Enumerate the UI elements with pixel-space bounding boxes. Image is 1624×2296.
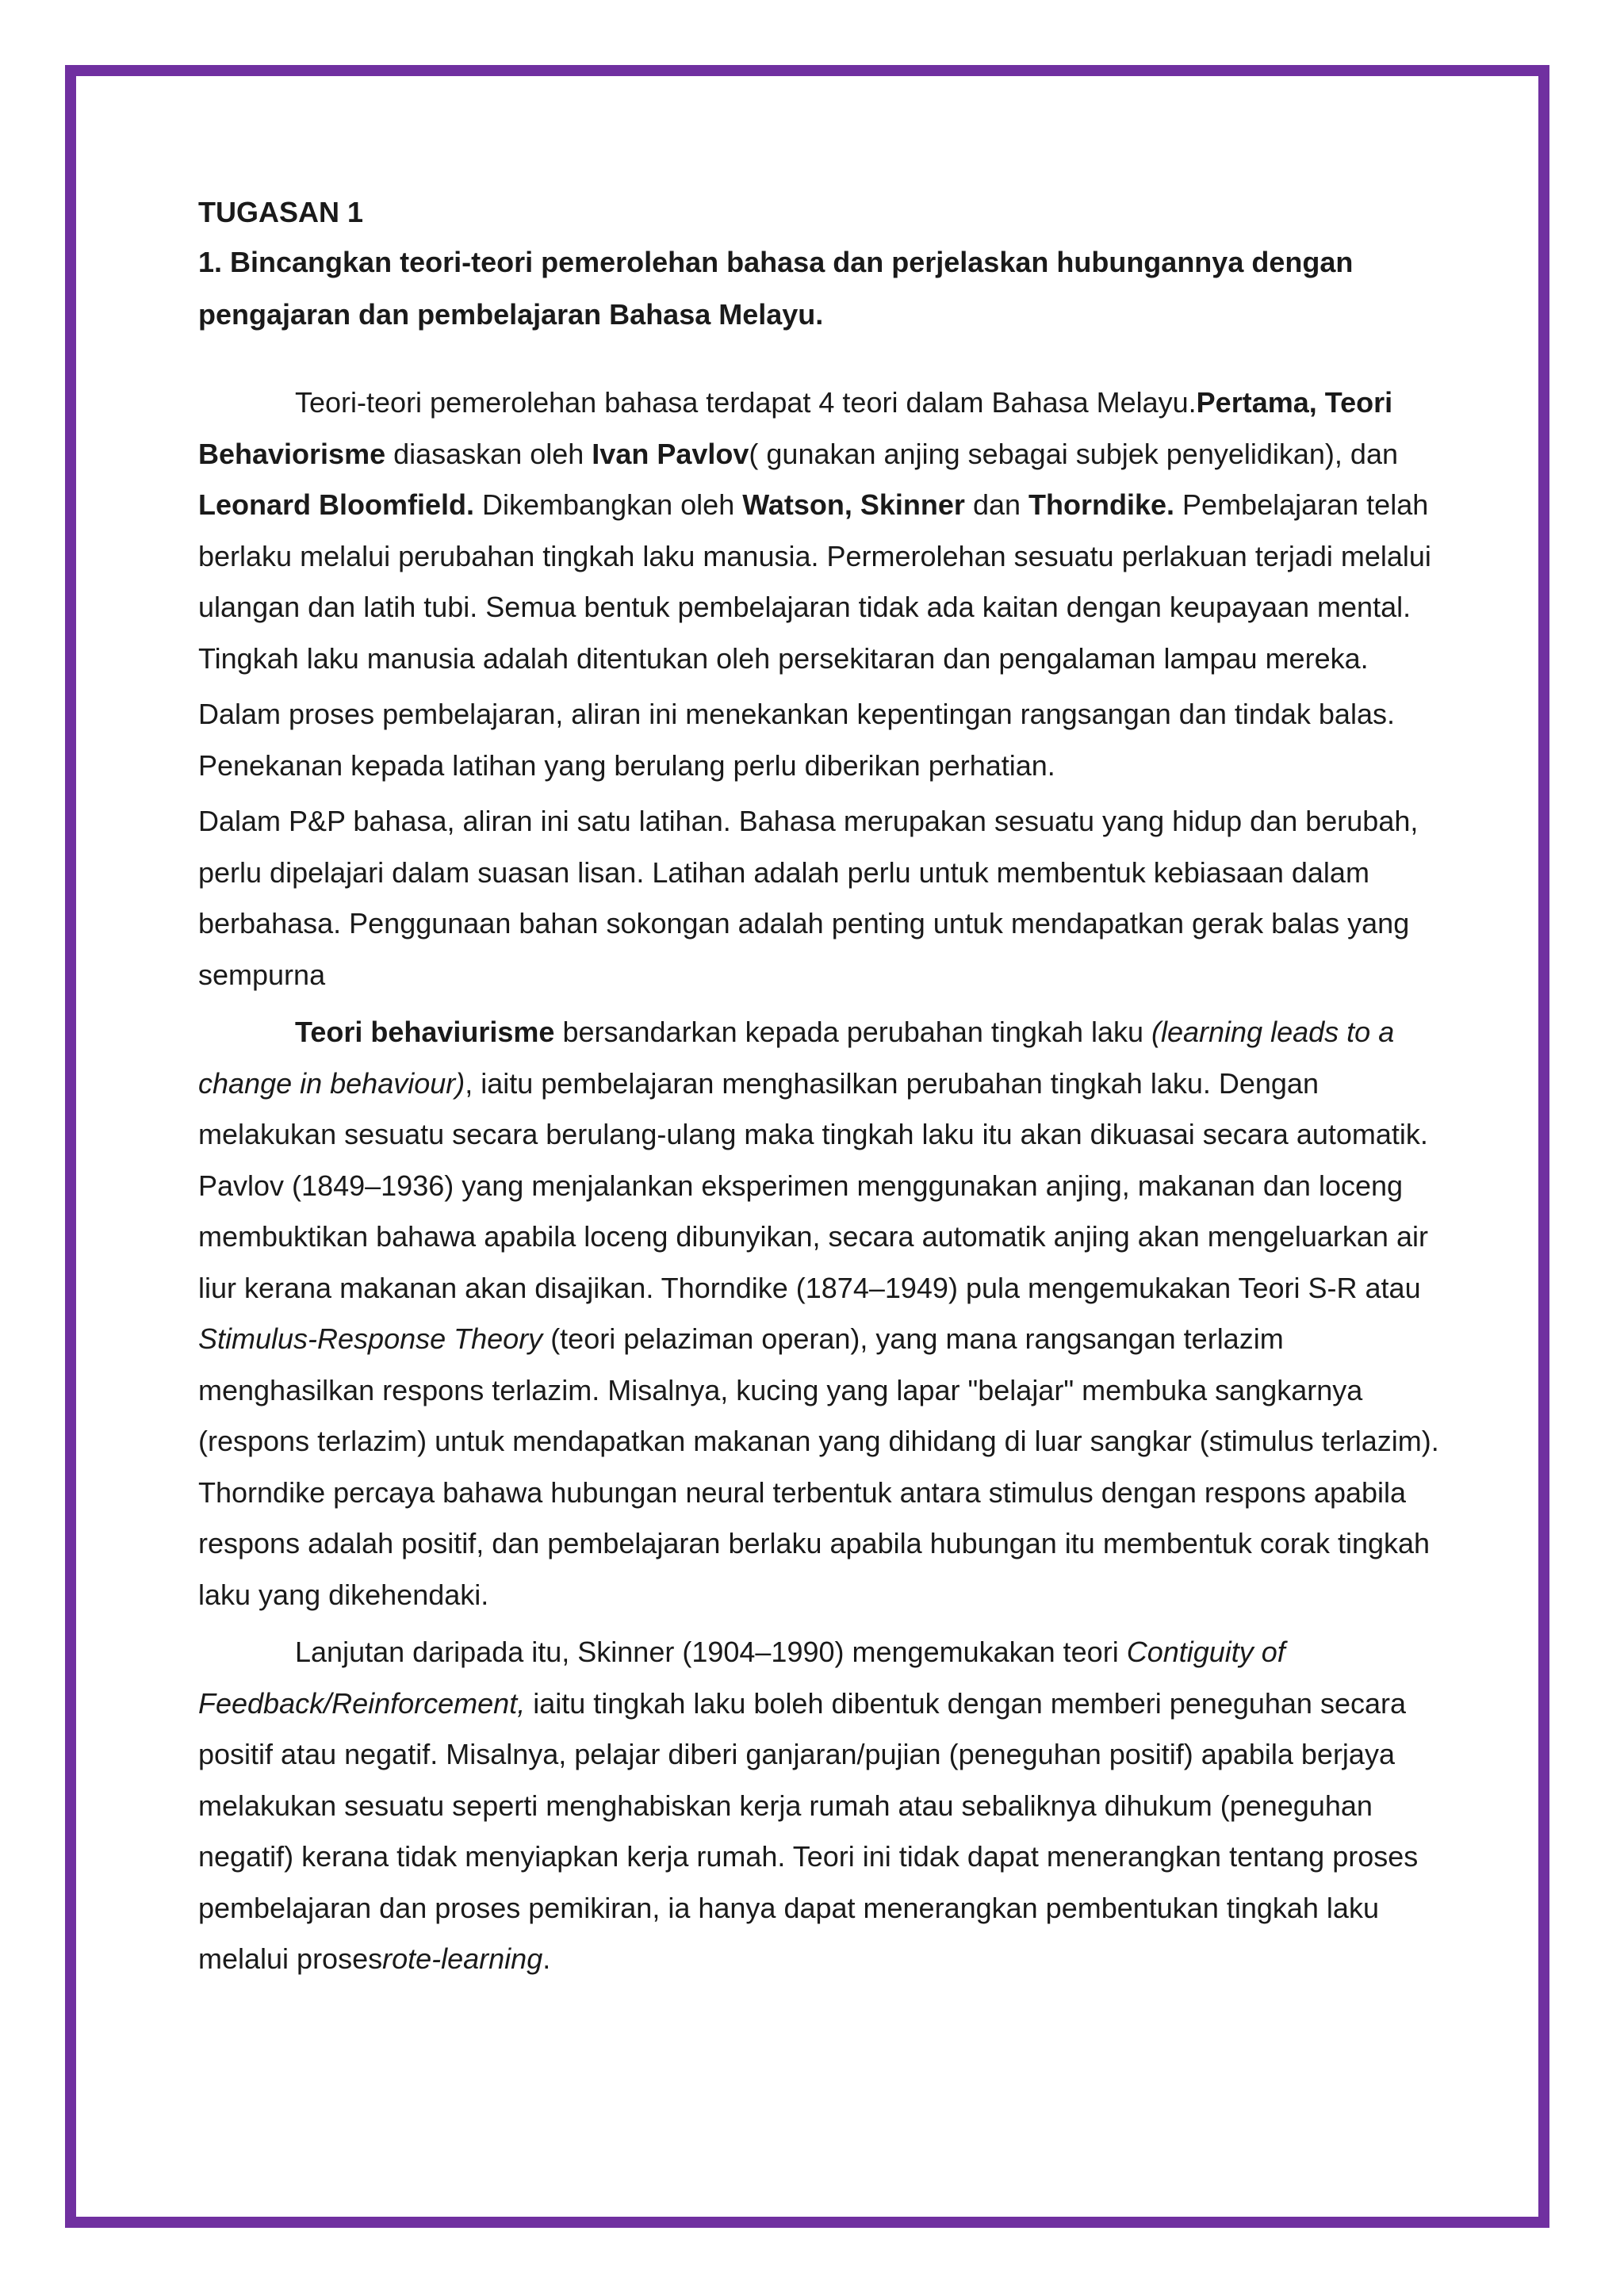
assignment-question: 1. Bincangkan teori-teori pemerolehan bahasa dan perjelaskan hubungannya dengan pengajaran dan pembelajaran Bahasa Melayu. <box>198 246 1354 331</box>
paragraph-behaviurisme <box>198 1007 1443 1621</box>
p5-italic-contiguity: Contiguity of Feedback/Reinforcement, <box>198 1636 1285 1720</box>
p4-text-f: (teori pelaziman operan), yang mana rangsangan terlazim menghasilkan respons terlazim. Misalnya, kucing yang lapar "belajar" membuka sangkarnya (respons terlazim) untuk mendapatkan makanan yang dihidang di luar sangkar (stimulus terlazim). Thorndike percaya bahawa hubungan neural terbentuk antara stimulus dengan respons apabila respons adalah positif, dan pembelajaran berlaku apabila hubungan itu membentuk corak tingkah laku yang dikehendaki. <box>198 1322 1439 1611</box>
p5-text-a: Lanjutan daripada itu, Skinner (1904–1990) mengemukakan teori <box>295 1636 1127 1668</box>
p5-italic-rote-learning: rote-learning <box>382 1942 543 1975</box>
p5-text-e: . <box>542 1942 551 1975</box>
p1-text-e: ( gunakan anjing sebagai subjek penyelidikan), dan <box>749 437 1398 470</box>
p1-bold-watson-skinner: Watson, Skinner <box>742 488 965 521</box>
assignment-title: TUGASAN 1 <box>198 196 364 228</box>
p1-bold-bloomfield: Leonard Bloomfield. <box>198 488 475 521</box>
paragraph-pp-bahasa: Dalam P&P bahasa, aliran ini satu latihan. Bahasa merupakan sesuatu yang hidup dan berubah, perlu dipelajari dalam suasan lisan. Latihan adalah perlu untuk membentuk kebiasaan dalam berbahasa. Penggunaan bahan sokongan adalah penting untuk mendapatkan gerak balas yang sempurna <box>198 805 1419 991</box>
p1-bold-thorndike: Thorndike. <box>1028 488 1175 521</box>
p4-text-b: bersandarkan kepada perubahan tingkah laku <box>554 1016 1152 1048</box>
paragraph-theories-intro <box>198 377 1443 684</box>
p4-italic-learning: (learning leads to a change in behaviour) <box>198 1016 1395 1100</box>
document-body <box>198 189 1443 1985</box>
p4-text-d: , iaitu pembelajaran menghasilkan perubahan tingkah laku. Dengan melakukan sesuatu secara berulang-ulang maka tingkah laku itu akan dikuasai secara automatik. Pavlov (1849–1936) yang menjalankan eksperimen menggunakan anjing, makanan dan loceng membuktikan bahawa apabila loceng dibunyikan, secara automatik anjing akan mengeluarkan air liur kerana makanan akan disajikan. Thorndike (1874–1949) pula mengemukakan Teori S-R atau <box>198 1066 1428 1304</box>
p4-italic-sr-theory: Stimulus-Response Theory <box>198 1322 543 1355</box>
p1-text-k: Pembelajaran telah berlaku melalui perubahan tingkah laku manusia. Permerolehan sesuatu perlakuan terjadi melalui ulangan dan latih tubi. Semua bentuk pembelajaran tidak ada kaitan dengan keupayaan mental. Tingkah laku manusia adalah ditentukan oleh persekitaran dan pengalaman lampau mereka. <box>198 488 1431 675</box>
p1-text-g: Dikembangkan oleh <box>474 488 743 521</box>
paragraph-learning-process: Dalam proses pembelajaran, aliran ini menekankan kepentingan rangsangan dan tindak balas. Penekanan kepada latihan yang berulang perlu diberikan perhatian. <box>198 698 1395 782</box>
p1-bold-pavlov: Ivan Pavlov <box>592 437 749 470</box>
p5-text-c: iaitu tingkah laku boleh dibentuk dengan memberi peneguhan secara positif atau negatif. Misalnya, pelajar diberi ganjaran/pujian (peneguhan positif) apabila berjaya melakukan sesuatu seperti menghabiskan kerja rumah atau sebaliknya dihukum (peneguhan negatif) kerana tidak menyiapkan kerja rumah. Teori ini tidak dapat menerangkan tentang proses pembelajaran dan proses pemikiran, ia hanya dapat menerangkan pembentukan tingkah laku melalui proses <box>198 1686 1419 1975</box>
p1-text-i: dan <box>964 488 1029 521</box>
p1-text-a: Teori-teori pemerolehan bahasa terdapat 4 teori dalam Bahasa Melayu. <box>295 386 1197 419</box>
p1-bold-behaviorisme: Pertama, Teori Behaviorisme <box>198 386 1393 470</box>
p1-text-c: diasaskan oleh <box>385 437 592 470</box>
p4-bold-term: Teori behaviurisme <box>295 1016 555 1048</box>
paragraph-skinner <box>198 1627 1443 1985</box>
